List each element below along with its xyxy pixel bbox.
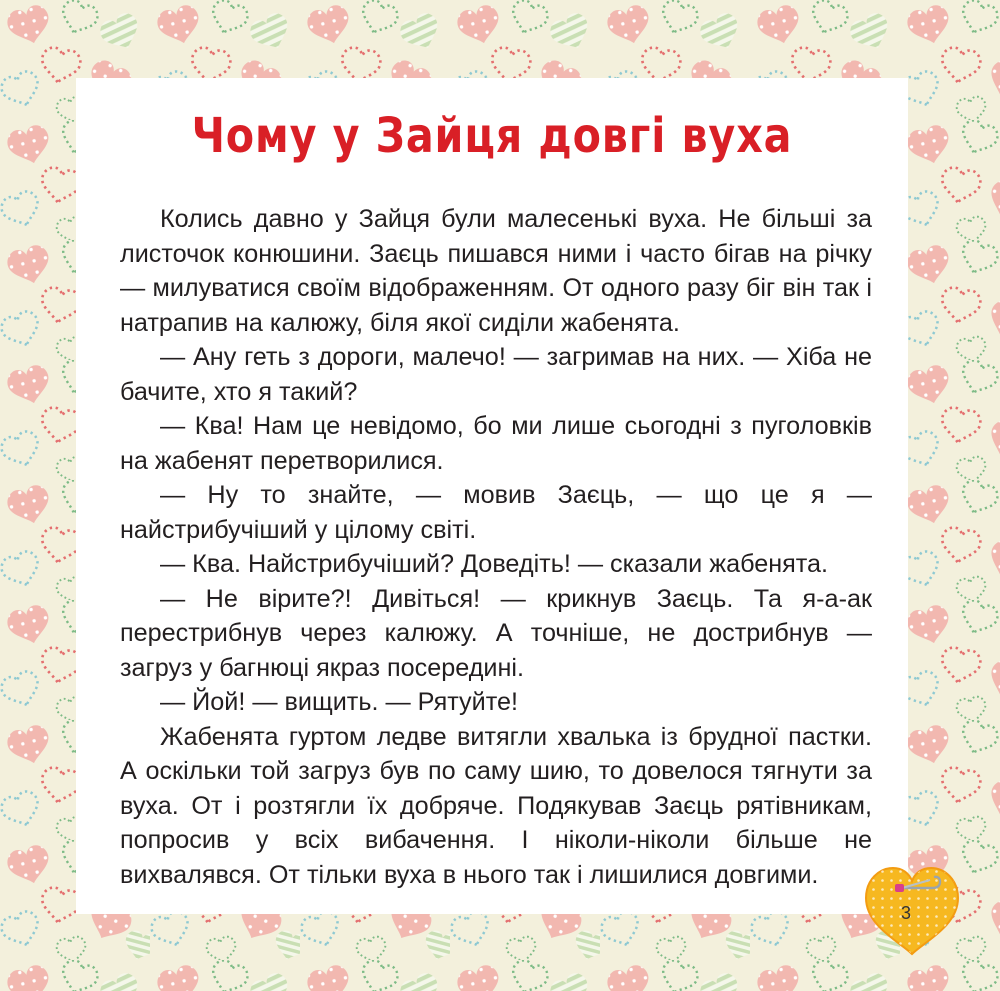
page-number: 3 — [900, 903, 911, 923]
story-text — [120, 202, 872, 892]
story-paragraph: — Ква! Нам це невідомо, бо ми лише сьогодні з пуголовків на жабенят перетворилися. — [120, 412, 872, 475]
story-paragraph: Жабенята гуртом ледве витягли хвалька із брудної пастки. А оскільки той загруз був по саму шию, то довелося тягнути за вуха. От і розтягли їх добряче. Подякував Заєць рятівникам, попросив у всіх вибачення. І ніколи-ніколи більше не вихвалявся. От тільки вуха в нього так і лишилися довгими. — [120, 722, 872, 889]
story-paragraph: — Йой! — вищить. — Рятуйте! — [160, 688, 518, 716]
story-title: Чому у Зайця довгі вуха — [191, 108, 793, 164]
story-paragraph: — Ква. Найстрибучіший? Доведіть! — сказали жабенята. — [160, 550, 829, 578]
story-paragraph: Колись давно у Зайця були малесенькі вуха. Не більші за листочок конюшини. Заєць пишався ними і часто бігав на річку — милуватися своїм відображенням. От одного разу біг він так і натрапив на калюжу, біля якої сиділи жабенята. — [120, 205, 872, 337]
story-paragraph: — Ну то знайте, — мовив Заєць, — що це я — найстрибучіший у цілому світі. — [120, 481, 872, 544]
story-paragraph: — Ану геть з дороги, малечо! — загримав на них. — Хіба не бачите, хто я такий? — [120, 343, 872, 406]
story-panel — [76, 78, 908, 914]
story-paragraph: — Не вірите?! Дивіться! — крикнув Заєць. Та я-а-ак перестрибнув через калюжу. А точніше, не дострибнув — загруз у багнюці якраз посередині. — [120, 584, 872, 682]
